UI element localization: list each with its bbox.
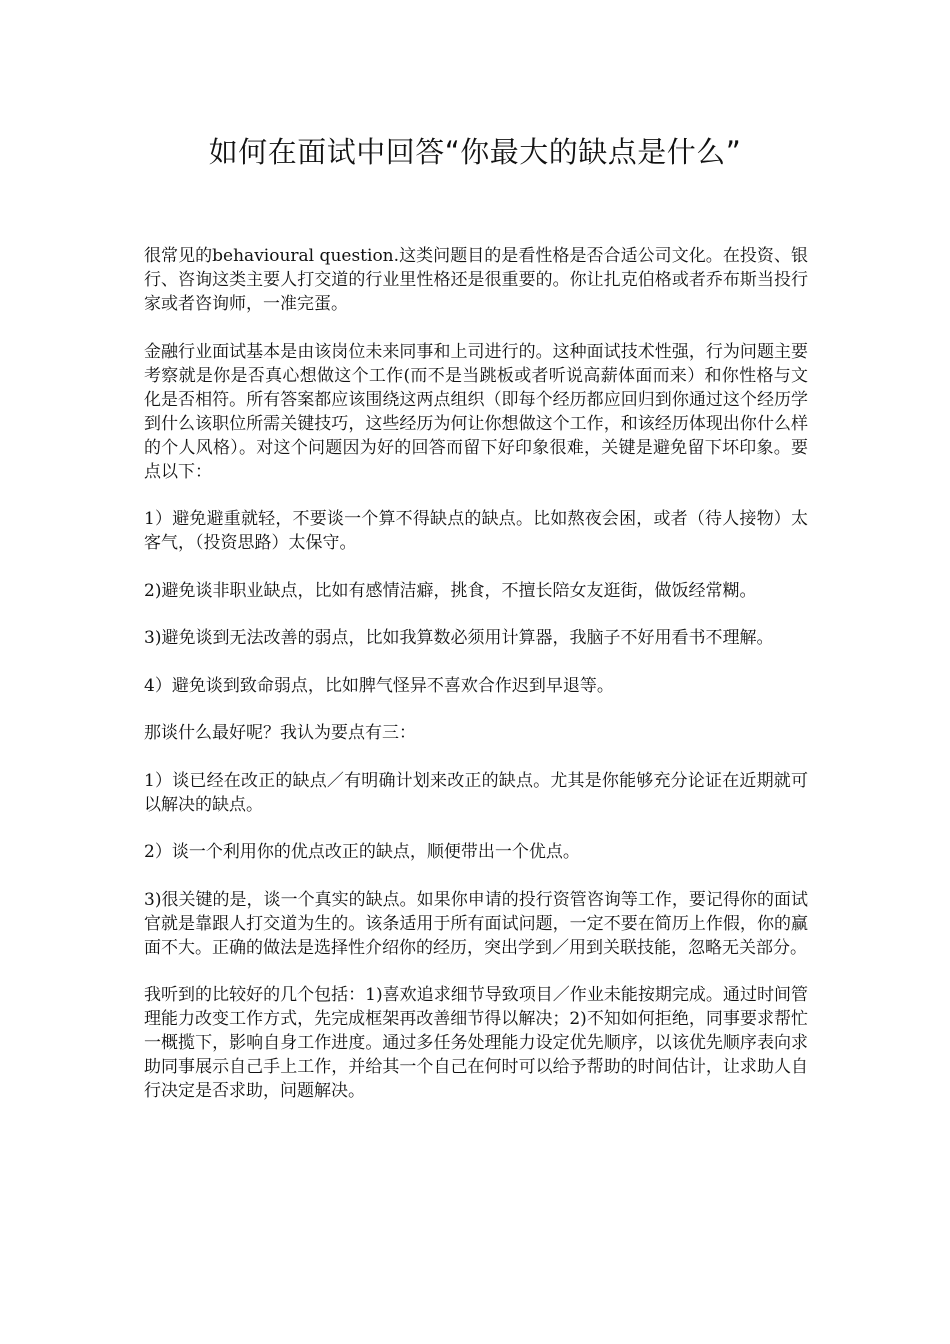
paragraph-key-point-3: 3)很关键的是，谈一个真实的缺点。如果你申请的投行资管咨询等工作，要记得你的面试官就是靠跟人打交道为生的。该条适用于所有面试问题，一定不要在简历上作假，你的赢面不大。正确的做法是选择性介绍你的经历，突出学到／用到关联技能，忽略无关部分。 [144,889,808,958]
paragraph-key-points-intro: 那谈什么最好呢？我认为要点有三： [144,723,416,743]
document-title: 如何在面试中回答“你最大的缺点是什么” [208,135,742,169]
paragraph-key-point-1: 1）谈已经在改正的缺点／有明确计划来改正的缺点。尤其是你能够充分论证在近期就可以解决的缺点。 [144,770,808,815]
paragraph-finance-interview: 金融行业面试基本是由该岗位未来同事和上司进行的。这种面试技术性强，行为问题主要考察就是你是否真心想做这个工作(而不是当跳板或者听说高薪体面而来）和你性格与文化是否相符。所有答案都应该围绕这两点组织（即每个经历都应回归到你通过这个经历学到什么该职位所需关键技巧，这些经历为何让你想做这个工作，和该经历体现出你什么样的个人风格）。对这个问题因为好的回答而留下好印象很难，关键是避免留下坏印象。要点以下： [144,341,808,482]
paragraph-avoid-2: 2)避免谈非职业缺点，比如有感情洁癖，挑食，不擅长陪女友逛街，做饭经常糊。 [144,580,757,601]
paragraph-examples: 我听到的比较好的几个包括：1)喜欢追求细节导致项目／作业未能按期完成。通过时间管理能力改变工作方式，先完成框架再改善细节得以解决；2)不知如何拒绝，同事要求帮忙一概揽下，影响自身工作进度。通过多任务处理能力设定优先顺序，以该优先顺序表向求助同事展示自己手上工作，并给其一个自己在何时可以给予帮助的时间估计，让求助人自行决定是否求助，问题解决。 [144,985,808,1101]
paragraph-key-point-2: 2）谈一个利用你的优点改正的缺点，顺便带出一个优点。 [144,842,580,862]
paragraph-avoid-3: 3)避免谈到无法改善的弱点，比如我算数必须用计算器，我脑子不好用看书不理解。 [144,628,774,648]
document-body [144,244,808,1127]
paragraph-intro: 很常见的behavioural question.这类问题目的是看性格是否合适公司文化。在投资、银行、咨询这类主要人打交道的行业里性格还是很重要的。你让扎克伯格或者乔布斯当投行家或者咨询师，一准完蛋。 [144,246,808,314]
paragraph-avoid-4: 4）避免谈到致命弱点，比如脾气怪异不喜欢合作迟到早退等。 [144,675,614,696]
paragraph-avoid-1: 1）避免避重就轻，不要谈一个算不得缺点的缺点。比如熬夜会困，或者（待人接物）太客气，（投资思路）太保守。 [144,509,808,553]
